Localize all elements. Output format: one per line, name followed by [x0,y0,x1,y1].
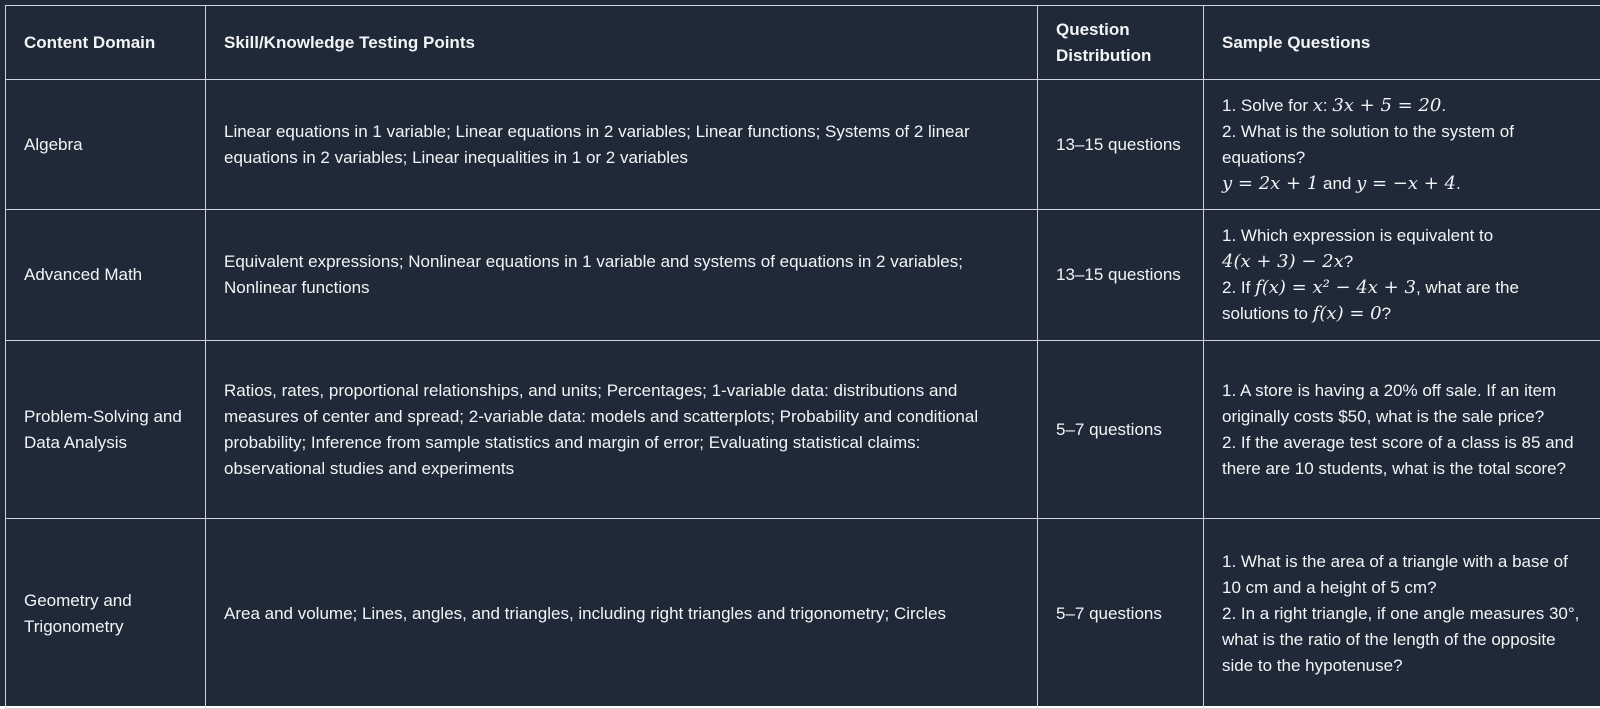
header-content-domain: Content Domain [6,6,206,80]
question-text: 2. If [1222,278,1255,297]
skills-cell: Ratios, rates, proportional relationships, and units; Percentages; 1-variable data: distributions and measures of center and spread; 2-variable data: models and scatterplots; Probability and conditional probability; Inference from sample statistics and margin of error; Evaluating statistical claims: observational studies and experiments [206,341,1038,519]
question-text: , what are the solutions to [1222,278,1519,323]
sample-question-2: 2. If the average test score of a class is 85 and there are 10 students, what is the total score? [1222,430,1582,482]
table-row [6,341,1600,519]
sample-question-1 [1222,93,1582,119]
distribution-cell: 13–15 questions [1038,80,1204,210]
content-domain-table [5,5,1600,709]
math-equation: f(x) = 0 [1313,303,1382,324]
question-text: 1. Which expression is equivalent to [1222,226,1493,245]
math-equation: y = −x + 4 [1356,173,1456,194]
table-row [6,210,1600,341]
sample-question-2 [1222,275,1582,327]
question-text: ? [1382,304,1391,323]
skills-cell: Area and volume; Lines, angles, and triangles, including right triangles and trigonometry; Circles [206,519,1038,709]
math-equation: y = 2x + 1 [1222,173,1318,194]
question-text: and [1318,174,1356,193]
distribution-cell: 5–7 questions [1038,519,1204,709]
question-text: 2. What is the solution to the system of equations? [1222,122,1514,167]
samples-cell [1204,341,1600,519]
question-text: : [1323,96,1332,115]
sample-question-2: 2. In a right triangle, if one angle measures 30°, what is the ratio of the length of the opposite side to the hypotenuse? [1222,601,1582,679]
domain-cell: Algebra [6,80,206,210]
math-equation: f(x) = x² − 4x + 3 [1255,277,1416,298]
samples-cell [1204,519,1600,709]
distribution-cell: 13–15 questions [1038,210,1204,341]
sample-question-2 [1222,119,1582,197]
math-variable: x [1313,95,1323,116]
domain-cell: Geometry and Trigonometry [6,519,206,709]
sample-question-1 [1222,223,1582,275]
table-header-row [6,6,1600,80]
question-text: . [1441,96,1446,115]
domain-cell: Advanced Math [6,210,206,341]
distribution-cell: 5–7 questions [1038,341,1204,519]
skills-cell: Linear equations in 1 variable; Linear equations in 2 variables; Linear functions; Systems of 2 linear equations in 2 variables; Linear inequalities in 1 or 2 variables [206,80,1038,210]
math-expression: 4(x + 3) − 2x [1222,251,1344,272]
samples-cell [1204,80,1600,210]
domain-cell: Problem-Solving and Data Analysis [6,341,206,519]
header-question-distribution: Question Distribution [1038,6,1204,80]
table-row [6,519,1600,709]
table-row [6,80,1600,210]
sample-question-1: 1. What is the area of a triangle with a base of 10 cm and a height of 5 cm? [1222,549,1582,601]
header-skill-points: Skill/Knowledge Testing Points [206,6,1038,80]
math-equation: 3x + 5 = 20 [1332,95,1441,116]
skills-cell: Equivalent expressions; Nonlinear equations in 1 variable and systems of equations in 2 variables; Nonlinear functions [206,210,1038,341]
sample-question-1: 1. A store is having a 20% off sale. If an item originally costs $50, what is the sale price? [1222,378,1582,430]
header-sample-questions: Sample Questions [1204,6,1600,80]
question-text: 1. Solve for [1222,96,1313,115]
samples-cell [1204,210,1600,341]
question-text: ? [1344,252,1353,271]
question-text: . [1456,174,1461,193]
